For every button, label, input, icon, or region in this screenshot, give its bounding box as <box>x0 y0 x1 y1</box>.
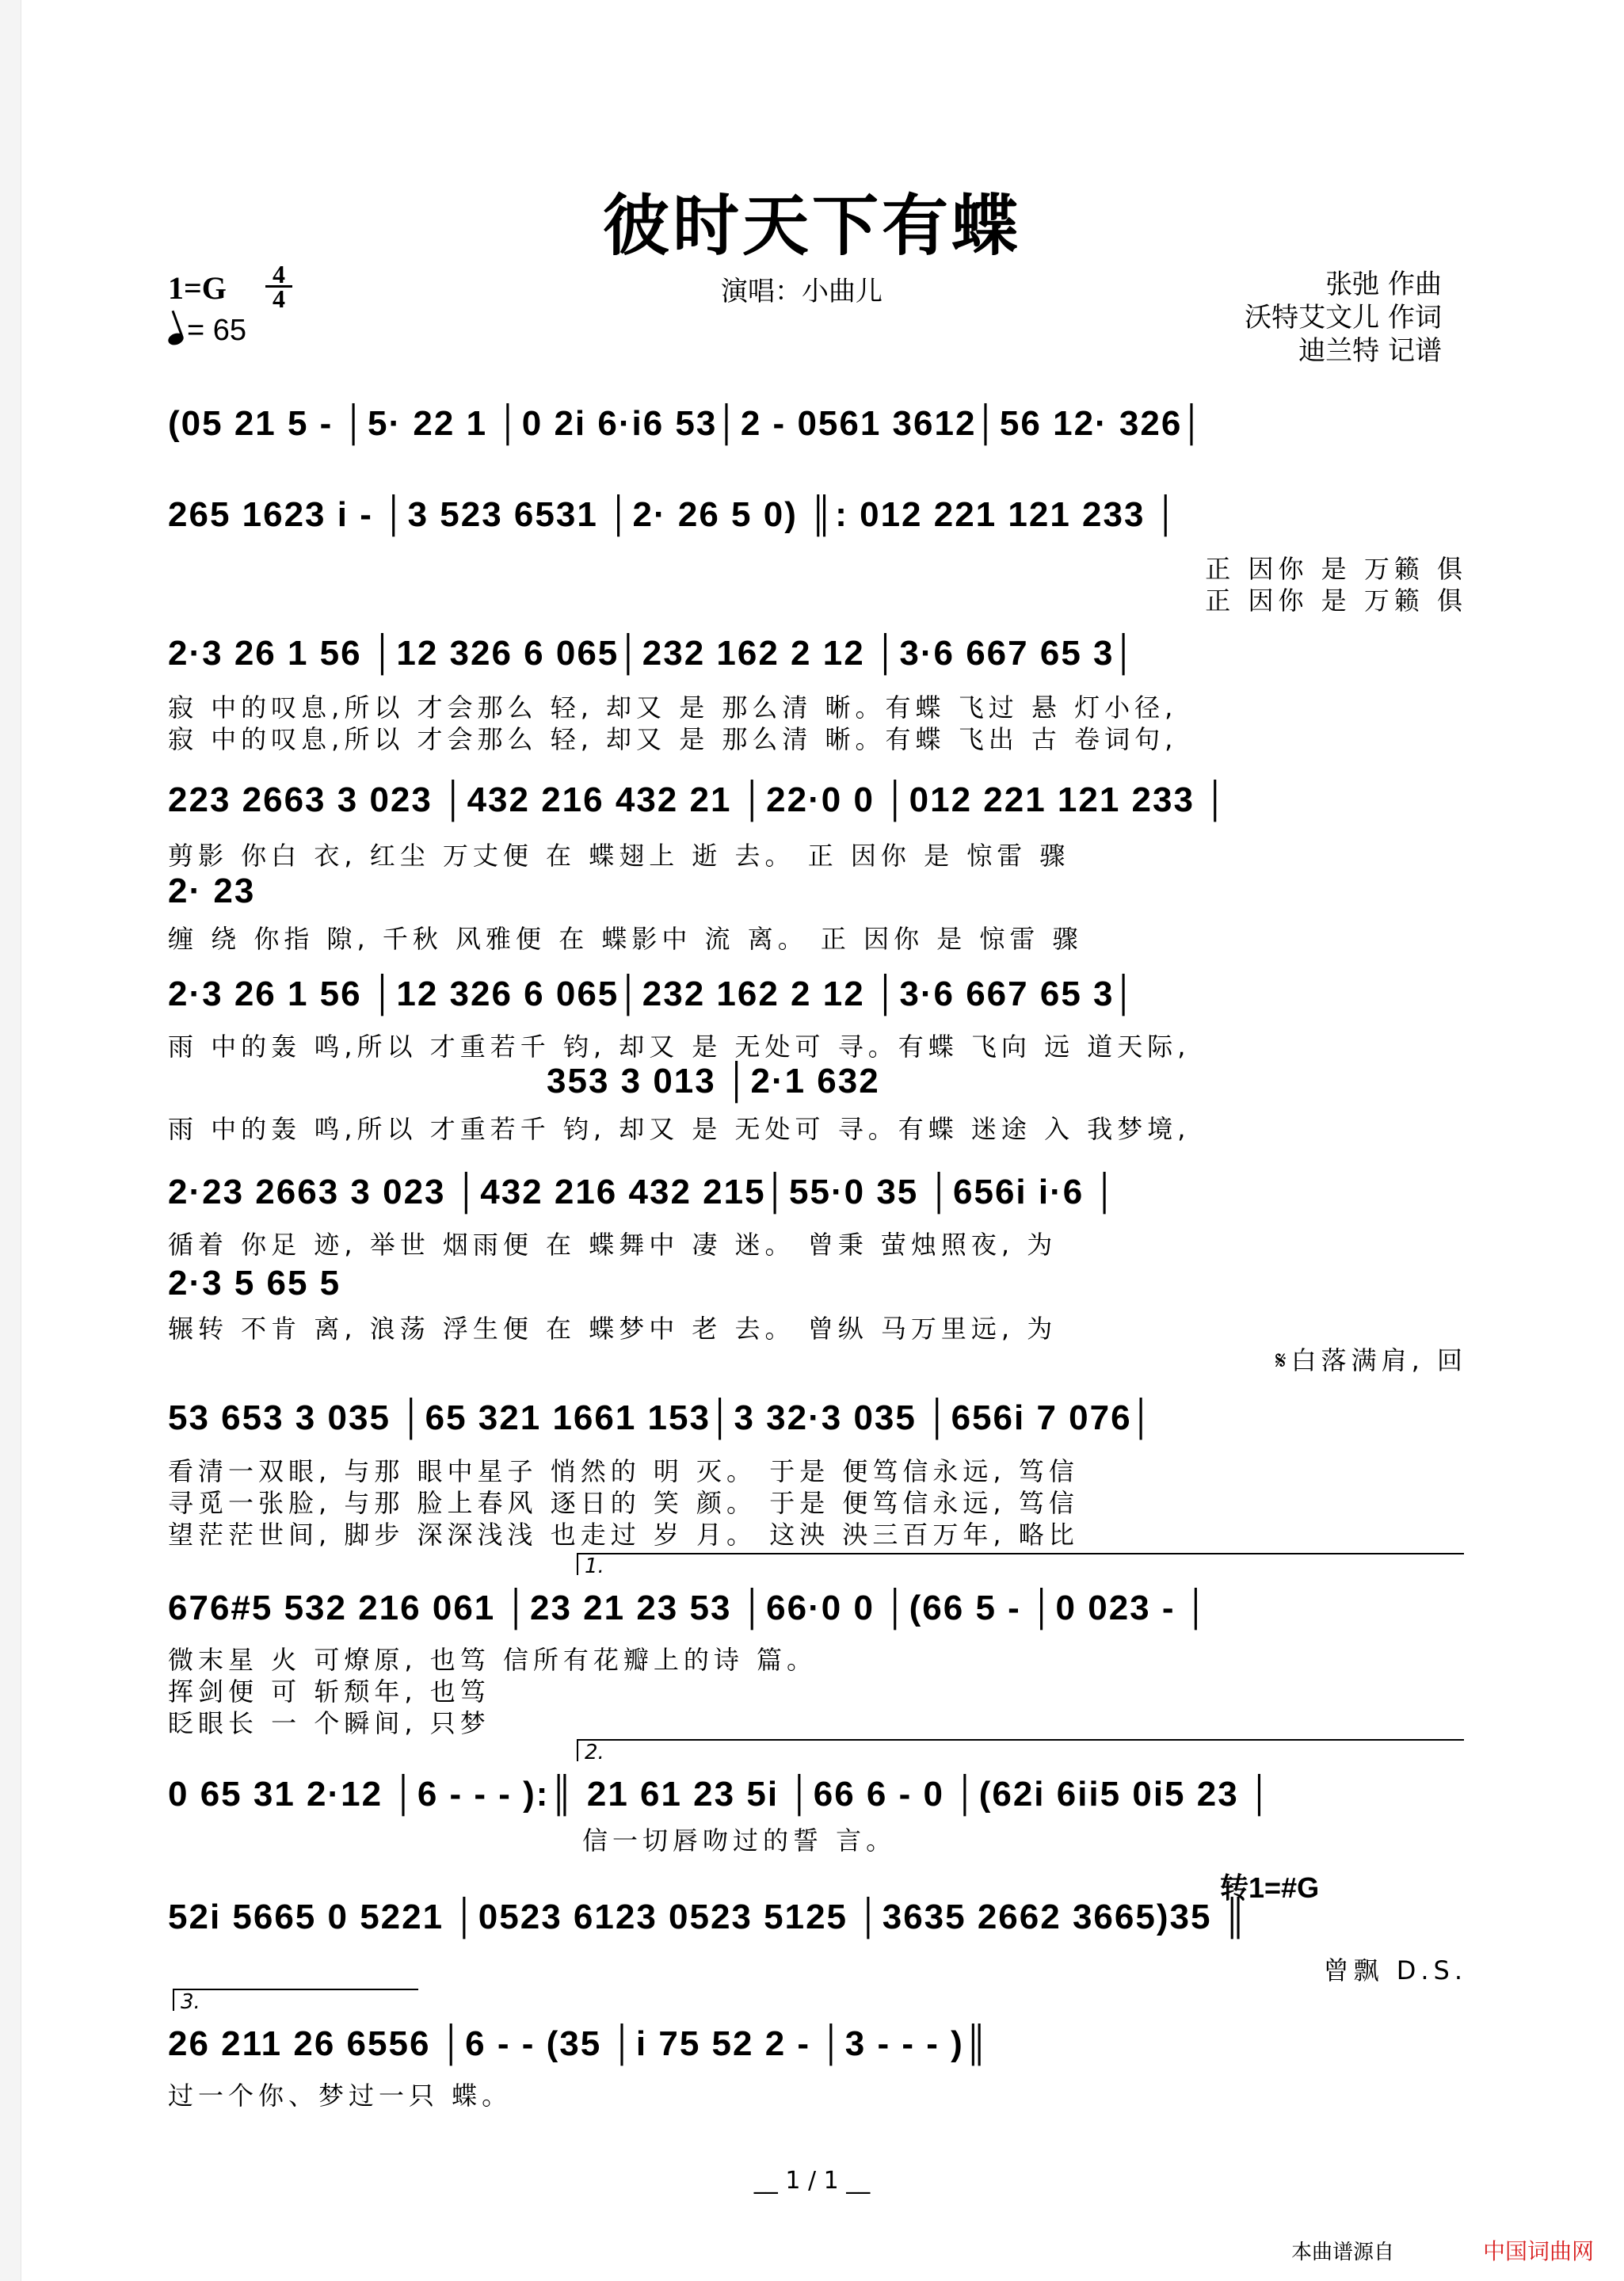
volta-2: 2. <box>577 1739 1464 1761</box>
notation-row-10: 53 653 3 035 │65 321 1661 153│3 32·3 035 │656i 7 076│ <box>168 1398 1156 1437</box>
composer-credit: 张弛 作曲 <box>1325 269 1442 300</box>
notation-row-14: 26 211 26 6556 │6 - - (35 │i 75 52 2 - │3 - - - )║ <box>168 2024 990 2063</box>
lyricist-credit: 沃特艾文儿 作词 <box>1245 302 1442 334</box>
notation-row-7: 353 3 013 │2·1 632 <box>547 1062 880 1100</box>
lyric-row-11-2: 挥剑便 可 斩颓年, 也笃 <box>168 1676 490 1707</box>
volta-1: 1. <box>577 1553 1464 1575</box>
lyric-row-6: 雨 中的轰 鸣,所以 才重若千 钧, 却又 是 无处可 寻。有蝶 飞向 远 道天际, <box>168 1032 1191 1062</box>
notation-row-5: 2· 23 <box>168 872 256 910</box>
watermark-strip <box>0 0 21 2281</box>
key-signature: 1=G <box>168 270 227 306</box>
lyric-row-9-1: 辗转 不肯 离, 浪荡 浮生便 在 蝶梦中 老 去。 曾纵 马万里远, 为 <box>168 1314 1058 1344</box>
notation-row-12: 0 65 31 2·12 │6 - - - ):║ 21 61 23 5i │66 6 - 0 │(62i 6ii5 0i5 23 │ <box>168 1775 1274 1814</box>
source-note: 本曲谱源自 <box>1290 2241 1394 2264</box>
lyric-row-12: 信一切唇吻过的誓 言。 <box>582 1825 897 1856</box>
volta-3: 3. <box>173 1989 418 2011</box>
lyric-row-11-1: 微末星 火 可燎原, 也笃 信所有花瓣上的诗 篇。 <box>168 1645 818 1675</box>
lyric-row-7: 雨 中的轰 鸣,所以 才重若千 钧, 却又 是 无处可 寻。有蝶 迷途 入 我梦境, <box>168 1114 1191 1144</box>
transcriber-credit: 迪兰特 记谱 <box>1298 335 1442 367</box>
lyric-row-11-3: 眨眼长 一 个瞬间, 只梦 <box>168 1708 490 1738</box>
lyric-row-8: 循着 你足 迹, 举世 烟雨便 在 蝶舞中 凄 迷。 曾秉 萤烛照夜, 为 <box>168 1230 1058 1260</box>
modulation-marking: 转1=#G <box>1220 1871 1320 1904</box>
notation-row-9: 2·3 5 65 5 <box>168 1264 341 1303</box>
lyric-row-3-1: 寂 中的叹息,所以 才会那么 轻, 却又 是 那么清 晰。有蝶 飞过 悬 灯小径, <box>168 692 1178 723</box>
lyric-row-9-2: 𝄋白落满肩, 回 <box>1275 1345 1467 1375</box>
notation-row-1: (05 21 5 - │5· 22 1 │0 2i 6·i6 53│2 - 0561 3612│56 12· 326│ <box>168 404 1206 443</box>
singer-credit: 演唱：小曲儿 <box>721 276 883 307</box>
notation-row-2: 265 1623 i - │3 523 6531 │2· 26 5 0) ║: 012 221 121 233 │ <box>168 495 1180 534</box>
lyric-row-10-3: 望茫茫世间, 脚步 深深浅浅 也走过 岁 月。 这泱 泱三百万年, 略比 <box>168 1520 1079 1550</box>
notation-row-3: 2·3 26 1 56 │12 326 6 065│232 162 2 12 │3·6 667 65 3│ <box>168 634 1138 673</box>
lyric-row-10-2: 寻觅一张脸, 与那 脸上春风 逐日的 笑 颜。 于是 便笃信永远, 笃信 <box>168 1488 1079 1518</box>
lyric-row-5: 缠 绕 你指 隙, 千秋 风雅便 在 蝶影中 流 离。 正 因你 是 惊雷 骤 <box>168 924 1083 954</box>
lyric-row-4: 剪影 你白 衣, 红尘 万丈便 在 蝶翅上 逝 去。 正 因你 是 惊雷 骤 <box>168 841 1070 871</box>
page-number: __ 1 / 1 __ <box>753 2167 871 2195</box>
quarter-note-icon <box>166 331 185 347</box>
time-signature: 4 4 <box>265 263 292 310</box>
credits-block <box>1245 268 1442 368</box>
tempo-marking: = 65 <box>168 314 246 348</box>
notation-row-4: 223 2663 3 023 │432 216 432 21 │22·0 0 │012 221 121 233 │ <box>168 780 1229 819</box>
lyric-row-10-1: 看清一双眼, 与那 眼中星子 悄然的 明 灭。 于是 便笃信永远, 笃信 <box>168 1456 1079 1486</box>
lyric-row-2-2: 正 因你 是 万籁 俱 <box>1205 586 1467 616</box>
lyric-row-3-2: 寂 中的叹息,所以 才会那么 轻, 却又 是 那么清 晰。有蝶 飞出 古 卷词句, <box>168 724 1178 754</box>
song-title: 彼时天下有蝶 <box>602 186 1021 265</box>
notation-row-11: 676#5 532 216 061 │23 21 23 53 │66·0 0 │(66 5 - │0 023 - │ <box>168 1589 1210 1627</box>
notation-row-13: 52i 5665 0 5221 │0523 6123 0523 5125 │3635 2662 3665)35 ║ <box>168 1898 1249 1936</box>
site-link[interactable]: 中国词曲网 <box>1482 2238 1594 2264</box>
lyric-row-2-1: 正 因你 是 万籁 俱 <box>1205 554 1467 584</box>
notation-row-6: 2·3 26 1 56 │12 326 6 065│232 162 2 12 │3·6 667 65 3│ <box>168 975 1138 1013</box>
lyric-row-13: 曾飘 D.S. <box>1323 1955 1467 1985</box>
lyric-row-14: 过一个你、梦过一只 蝶。 <box>168 2081 513 2111</box>
notation-row-8: 2·23 2663 3 023 │432 216 432 215│55·0 35 │656i i·6 │ <box>168 1173 1119 1211</box>
